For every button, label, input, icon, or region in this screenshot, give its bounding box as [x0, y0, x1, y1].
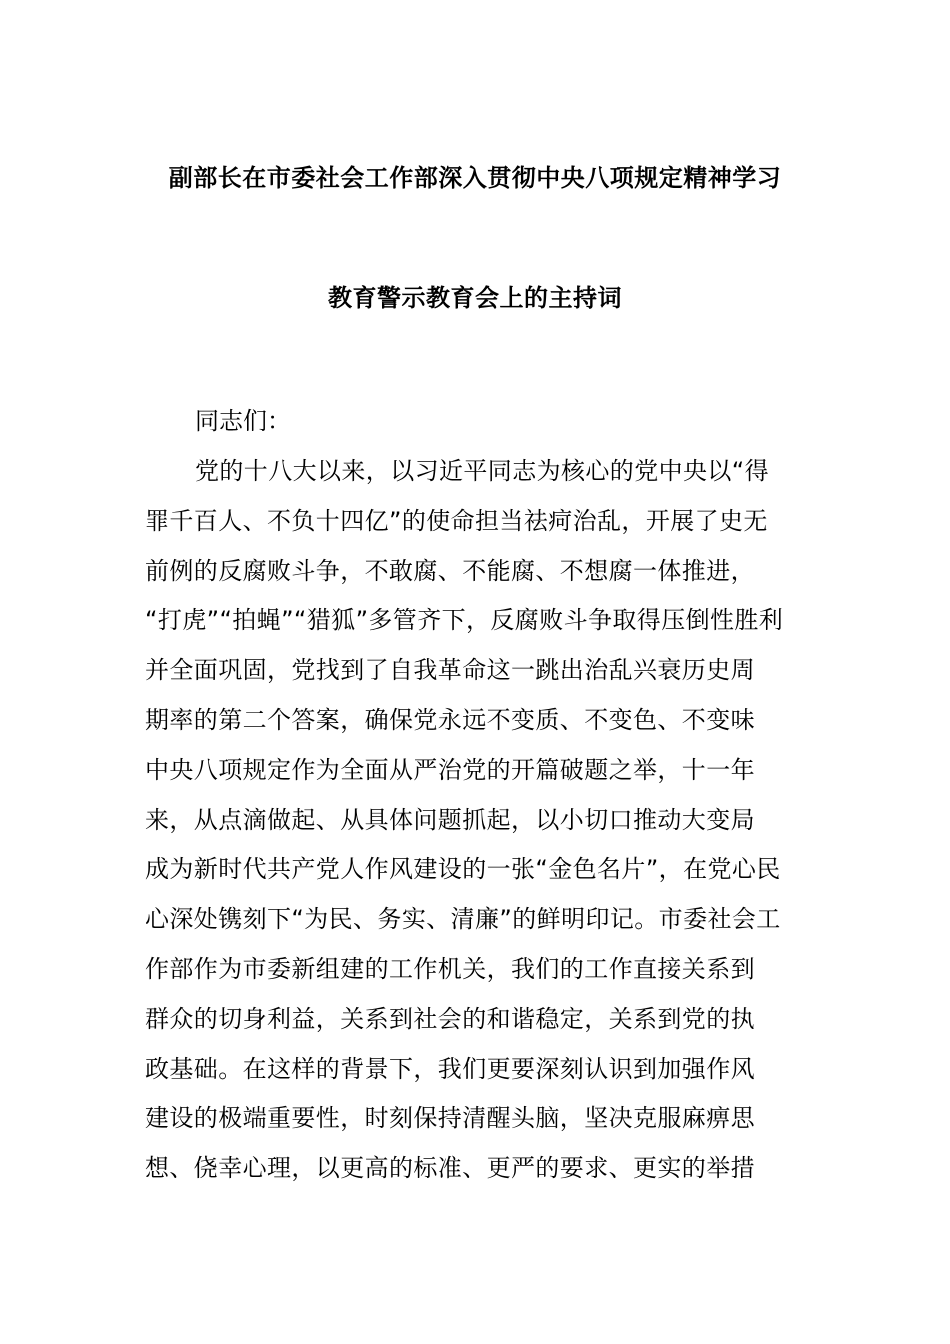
paragraph-line: 并全面巩固，党找到了自我革命这一跳出治乱兴衰历史周: [145, 656, 755, 685]
paragraph-line: 政基础。在这样的背景下，我们更要深刻认识到加强作风: [145, 1054, 755, 1083]
paragraph-line: “打虎”“拍蝇”“猎狐”多管齐下，反腐败斗争取得压倒性胜利: [145, 606, 784, 635]
paragraph-line: 前例的反腐败斗争，不敢腐、不能腐、不想腐一体推进，: [145, 556, 755, 585]
paragraph-line: 建设的极端重要性，时刻保持清醒头脑，坚决克服麻痹思: [145, 1104, 755, 1133]
paragraph-line: 期率的第二个答案，确保党永远不变质、不变色、不变味: [145, 705, 755, 734]
document-title-line-2: 教育警示教育会上的主持词: [328, 284, 622, 312]
paragraph-line: 群众的切身利益，关系到社会的和谐稳定，关系到党的执: [145, 1004, 755, 1033]
paragraph-line: 来，从点滴做起、从具体问题抓起，以小切口推动大变局: [145, 805, 755, 834]
paragraph-line: 党的十八大以来，以习近平同志为核心的党中央以“得: [195, 457, 770, 485]
paragraph-line: 罪千百人、不负十四亿”的使命担当祛疴治乱，开展了史无: [145, 506, 768, 535]
salutation: 同志们：: [195, 407, 291, 435]
paragraph-line: 想、侥幸心理，以更高的标准、更严的要求、更实的举措: [145, 1154, 755, 1183]
paragraph-line: 心深处镌刻下“为民、务实、清廉”的鲜明印记。市委社会工: [145, 905, 781, 934]
paragraph-line: 作部作为市委新组建的工作机关，我们的工作直接关系到: [145, 954, 755, 983]
document-title-line-1: 副部长在市委社会工作部深入贯彻中央八项规定精神学习: [168, 164, 782, 192]
body-paragraph: [145, 447, 807, 1194]
paragraph-line: 成为新时代共产党人作风建设的一张“金色名片”，在党心民: [145, 855, 781, 884]
paragraph-line: 中央八项规定作为全面从严治党的开篇破题之举，十一年: [145, 755, 755, 784]
